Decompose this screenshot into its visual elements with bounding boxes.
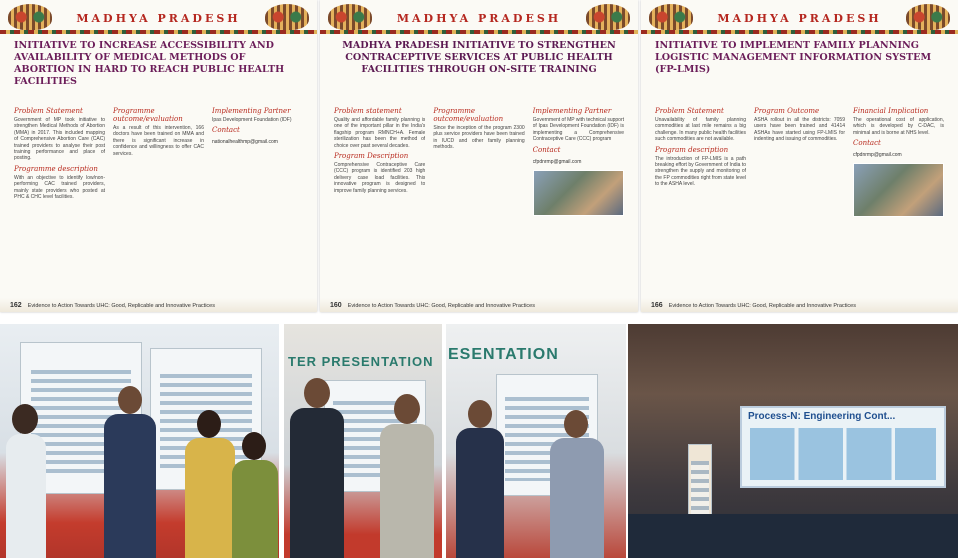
contact-email: cfpdnrmp@gmail.com: [853, 152, 902, 159]
contact-email: cfpdnrmp@gmail.com: [532, 158, 582, 165]
section-text: Comprehensive Contraceptive Care (CCC) program is identified 203 high delivery case load facilities. This innovative program is designed to improve family planning services.: [334, 162, 426, 194]
section-heading: Program Outcome: [754, 107, 820, 115]
person: [232, 432, 278, 558]
section-text: Quality and affordable family planning is one of the important pillar in the India's flagship program RMNCH+A. Female sterilization has been the method of choice over past several decades.: [334, 117, 426, 149]
article-title: MADHYA PRADESH INITIATIVE TO STRENGTHEN CONTRACEPTIVE SERVICES AT PUBLIC HEALTH FACILITIES THROUGH ON-SITE TRAINING: [342, 40, 616, 75]
section-text: Government of MP with technical support of Ipas Development Foundation (IDF) is implementing a Comprehensive Contraceptive Care (CCC) program: [532, 117, 624, 143]
section-text: With an objective to identify low/non-performing CAC trained providers, mainly state providers who posted at PHC & CHC level facilities.: [14, 174, 105, 201]
report-page-2: [320, 0, 638, 312]
section-heading: Programme outcome/evaluation: [113, 107, 183, 123]
report-page-3: [641, 0, 958, 312]
footer-text: Evidence to Action Towards UHC: Good, Replicable and Innovative Practices: [27, 303, 215, 309]
section-heading: Problem Statement: [655, 107, 724, 115]
page-number: 166: [651, 302, 663, 309]
section-heading: Problem Statement: [14, 107, 83, 115]
person: [380, 394, 434, 558]
section-text: Since the inception of the program 2300 plus service providers have been trained in IUCD and other family planning methods.: [433, 125, 525, 151]
person: [290, 378, 344, 558]
section-heading: Problem statement: [334, 107, 402, 115]
audience-row: [628, 514, 958, 558]
person: [185, 410, 235, 558]
section-heading: Financial Implication: [853, 107, 929, 115]
person: [456, 400, 504, 558]
region-title: MADHYA PRADESH: [717, 12, 882, 25]
region-title: MADHYA PRADESH: [76, 12, 241, 25]
paisley-ornament-icon: [265, 4, 309, 30]
contact-email: nationalhealthmp@gmail.com: [212, 139, 278, 146]
footer-text: Evidence to Action Towards UHC: Good, Replicable and Innovative Practices: [668, 303, 856, 309]
banner-text: TER PRESENTATION: [288, 354, 434, 369]
region-title: MADHYA PRADESH: [396, 12, 562, 25]
projection-screen: [740, 406, 946, 488]
decorative-band: [0, 30, 317, 34]
section-text: The operational cost of application, which is developed by C-DAC, is minimal and is borne at NHS level.: [853, 117, 944, 136]
paisley-ornament-icon: [906, 4, 950, 30]
section-text: Government of MP took initiative to strengthen Medical Methods of Abortion (MMA) in 2017. This included mapping of Comprehensive Abortion Care (CAC) trained providers to analyse their post training performance and place of posting.: [14, 117, 105, 162]
page-number: 160: [330, 302, 342, 309]
article-title: INITIATIVE TO INCREASE ACCESSIBILITY AND AVAILABILITY OF MEDICAL METHODS OF ABORTION IN HARD TO REACH PUBLIC HEALTH FACILITIES: [14, 40, 285, 87]
photo-poster-walkthrough: [0, 324, 279, 558]
page-header: [0, 0, 317, 36]
report-page-1: [0, 0, 317, 312]
article-title: INITIATIVE TO IMPLEMENT FAMILY PLANNING LOGISTIC MANAGEMENT INFORMATION SYSTEM (FP-LMIS): [655, 40, 932, 75]
person: [550, 410, 604, 558]
page-footer: [320, 298, 638, 312]
section-text: ASHA rollout in all the districts: 7059 users have been trained and 41414 ASHAs have started using FP-LMIS for indenting and issuing of commodities.: [754, 117, 845, 143]
photo-poster-presentation: [284, 324, 442, 558]
section-heading: Implementing Partner: [212, 107, 291, 115]
training-photo: [533, 170, 624, 216]
section-heading: Contact: [853, 139, 881, 148]
slide-diagram: [750, 428, 936, 480]
banner-text: ESENTATION: [448, 346, 559, 363]
person: [100, 386, 160, 558]
section-heading: Contact: [532, 145, 561, 154]
section-text: The introduction of FP-LMIS is a path breaking effort by Government of India to strengthen the supply and monitoring of the FP commodities right from state level to the ASHA level.: [655, 155, 746, 188]
page-header: [320, 0, 638, 36]
paisley-ornament-icon: [586, 4, 630, 30]
section-heading: Program description: [655, 145, 729, 154]
photo-conference-stage: [628, 324, 958, 558]
page-footer: [641, 298, 958, 312]
footer-text: Evidence to Action Towards UHC: Good, Replicable and Innovative Practices: [347, 303, 535, 309]
person: [6, 404, 46, 558]
lmis-photo: [853, 163, 944, 217]
section-heading: Programme description: [14, 164, 98, 173]
section-heading: Programme outcome/evaluation: [433, 107, 504, 123]
section-heading: Implementing Partner: [532, 107, 612, 115]
section-text: As a result of this intervention, 166 doctors have been trained on MMA and there is significant increase in confidence and willingness to offer CAC services.: [113, 125, 204, 157]
page-footer: [0, 298, 317, 312]
decorative-band: [641, 30, 958, 34]
decorative-band: [320, 30, 638, 34]
photo-poster-exhibit: [446, 324, 626, 558]
section-text: Unavailability of family planning commodities at last mile remains a big challenge. In many public health facilities such commodities are not available.: [655, 117, 746, 143]
page-number: 162: [10, 302, 22, 309]
section-text: Ipas Development Foundation (IDF): [212, 117, 292, 123]
page-header: [641, 0, 958, 36]
slide-title: Process-N: Engineering Cont...: [748, 411, 896, 422]
section-heading: Program Description: [334, 152, 409, 161]
section-heading: Contact: [212, 126, 240, 135]
